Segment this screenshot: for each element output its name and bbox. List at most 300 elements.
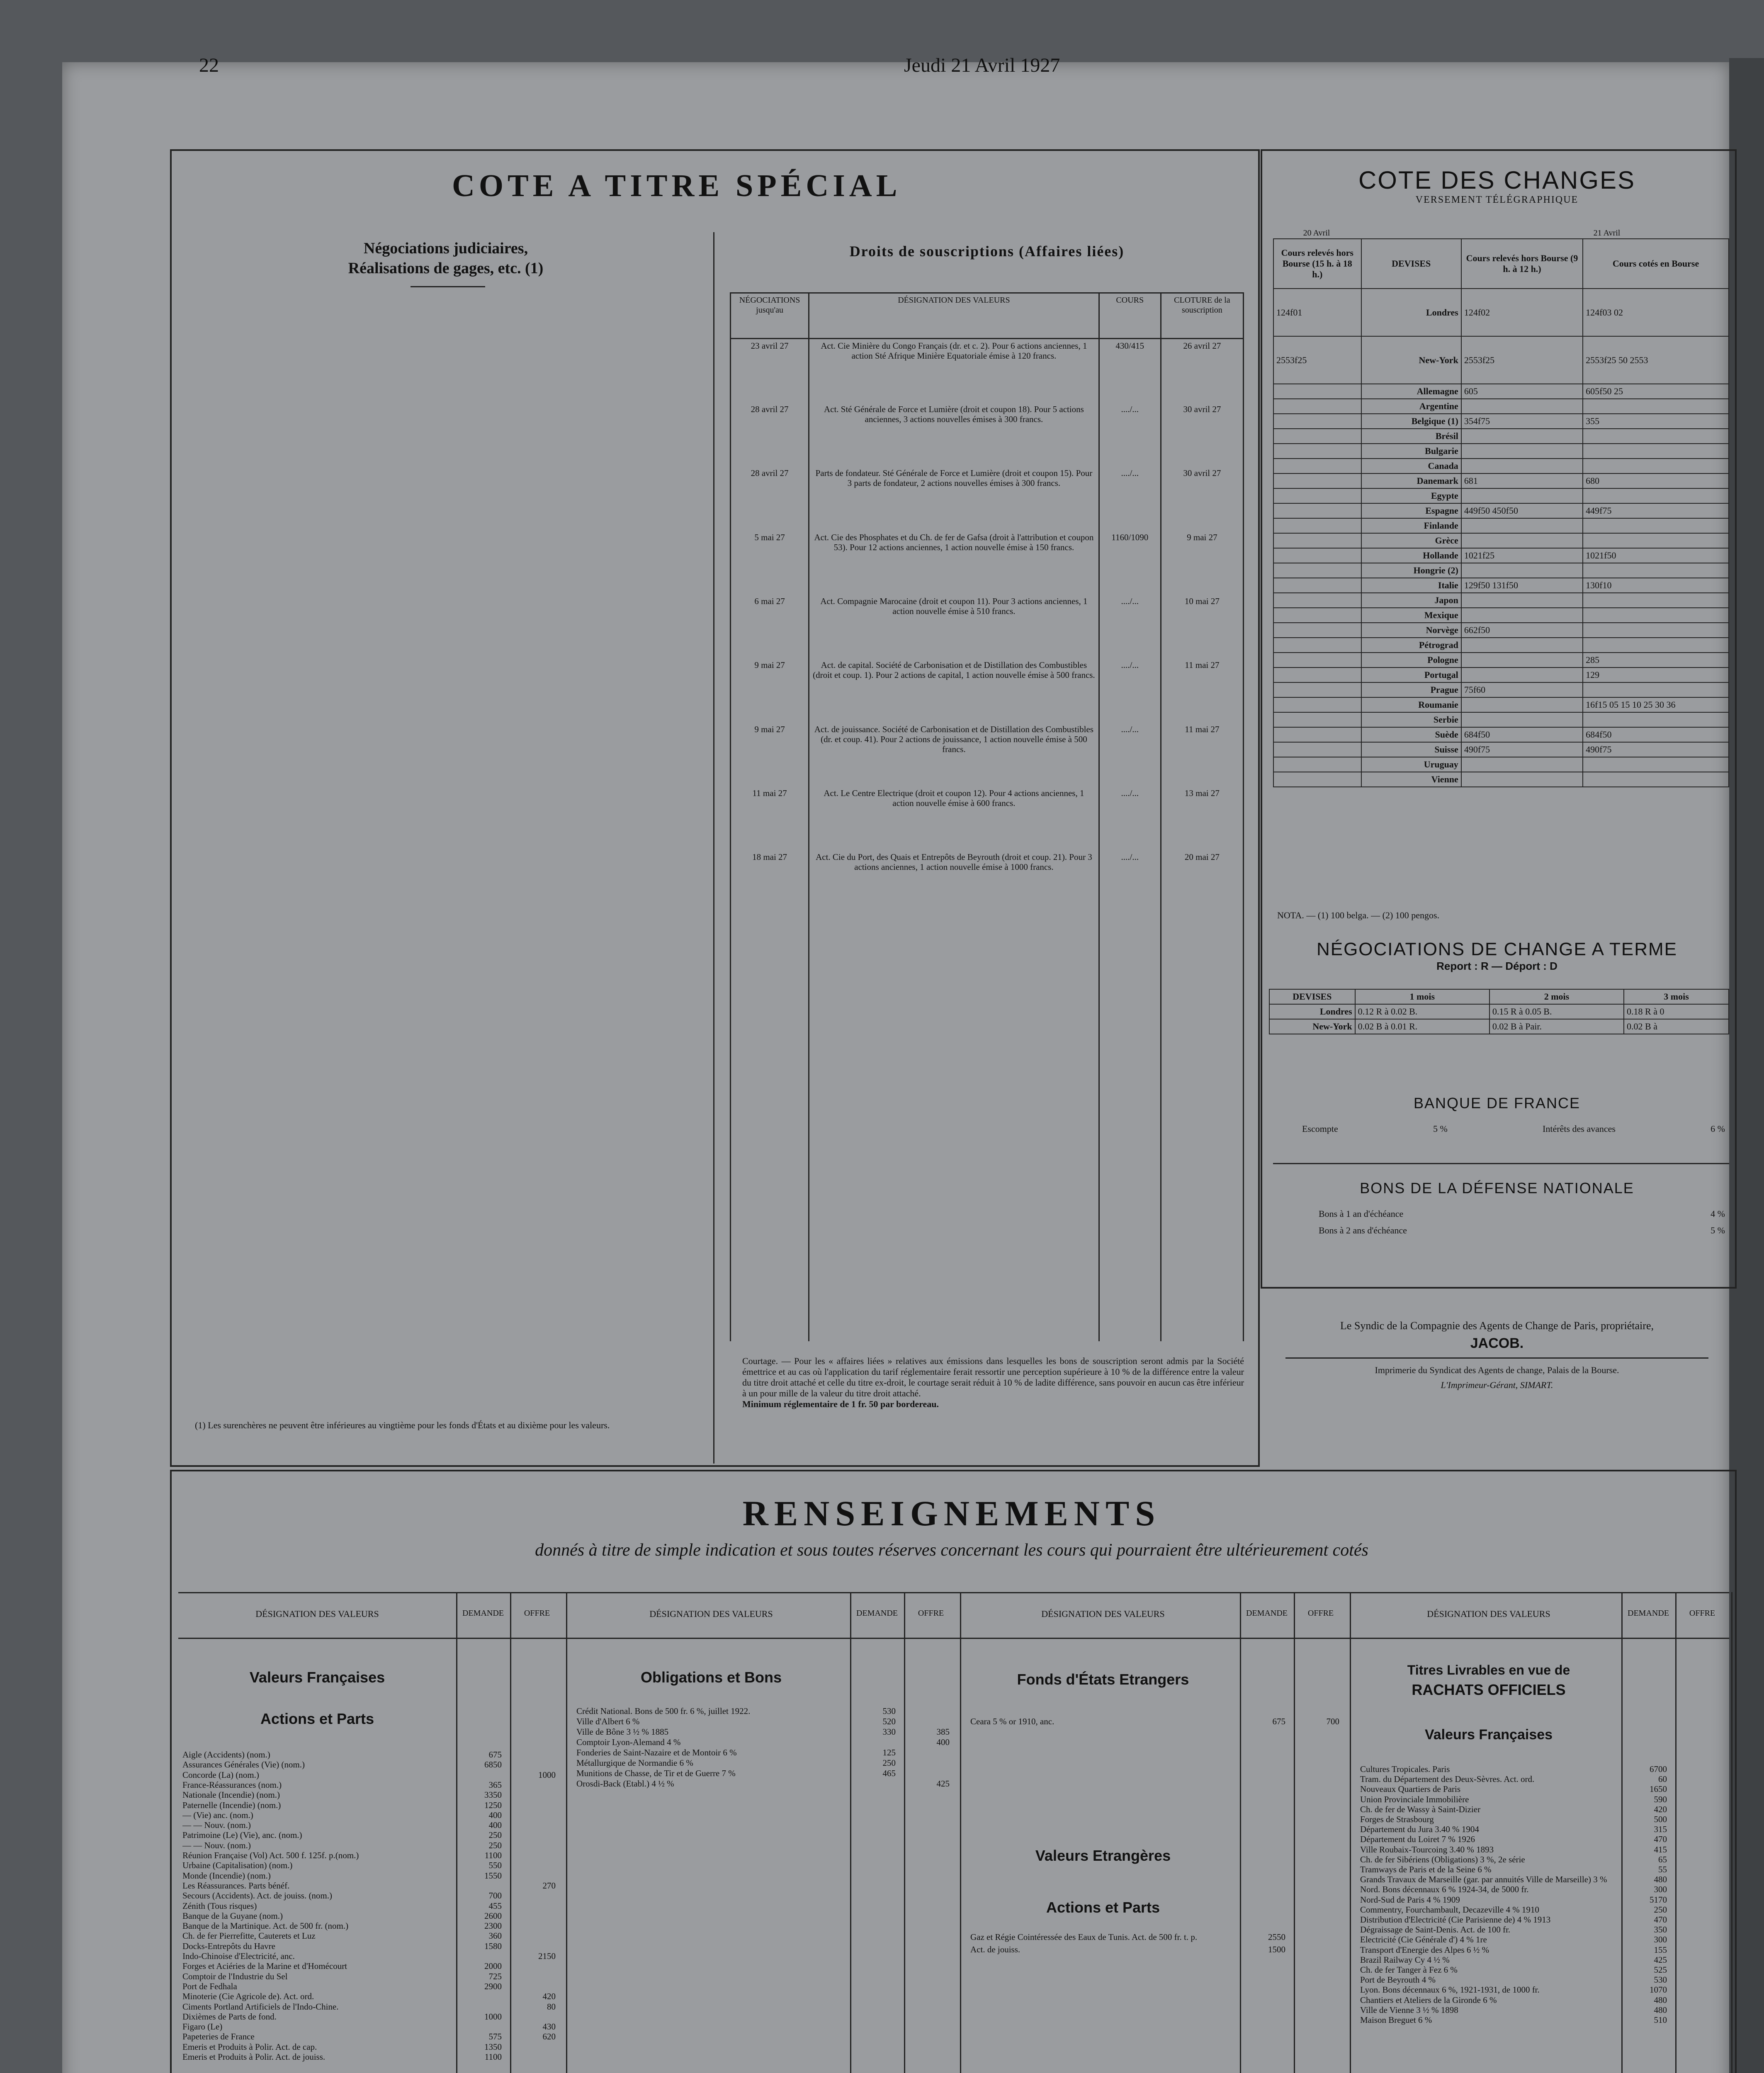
subs-cours: ..../...	[1099, 786, 1161, 850]
renseignements-title: RENSEIGNEMENTS	[742, 1493, 1161, 1533]
rg-c4-row-name: Nord-Sud de Paris 4 % 1909	[1360, 1894, 1460, 1905]
bons-row-2	[1319, 1225, 1725, 1236]
changes-devise: Prague	[1361, 682, 1461, 697]
rg-c4-row-demande: 480	[1654, 1874, 1667, 1885]
changes-hors	[1461, 399, 1583, 414]
changes-devise: Brésil	[1361, 429, 1461, 444]
rg-c1-row-demande: 400	[488, 1810, 502, 1820]
subs-col-cours: COURS	[1099, 293, 1161, 339]
terme-table	[1269, 989, 1729, 1034]
changes-devise: Canada	[1361, 459, 1461, 473]
rg-c1-row-name: Banque de la Guyane (nom.)	[182, 1910, 283, 1921]
changes-hors	[1461, 697, 1583, 712]
changes-devise: Pologne	[1361, 653, 1461, 668]
rg-c4-row-name: Département du Loiret 7 % 1926	[1360, 1834, 1475, 1845]
changes-bourse	[1583, 638, 1729, 653]
changes-bourse: 684f50	[1583, 727, 1729, 742]
rg-col-divider	[904, 1592, 905, 2073]
rg-c2-row-name: Crédit National. Bons de 500 fr. 6 %, juillet 1922.	[576, 1706, 751, 1716]
bons-rows	[1319, 1209, 1725, 1236]
rg-c4-row-name: Ch. de fer de Wassy à Saint-Dizier	[1360, 1804, 1481, 1814]
subs-cours: ..../...	[1099, 595, 1161, 658]
terme-row	[1269, 1004, 1729, 1019]
changes-devise: Pétrograd	[1361, 638, 1461, 653]
rg-c2-row-demande: 250	[882, 1758, 896, 1768]
rg-c1-row-offre: 620	[542, 2032, 556, 2042]
subs-filler-cell	[731, 915, 809, 1341]
rg-c4-row-name: Maison Breguet 6 %	[1360, 2015, 1432, 2025]
rg-c3-row-name: Ceara 5 % or 1910, anc.	[970, 1716, 1055, 1726]
subs-filler-cell	[1099, 915, 1161, 1341]
rg-c1-row-demande: 365	[488, 1779, 502, 1790]
changes-devise: Egypte	[1361, 488, 1461, 503]
subs-designation: Act. Le Centre Electrique (droit et coupon 12). Pour 4 actions anciennes, 1 action nouvelle émise à 600 francs.	[809, 786, 1099, 850]
rg-c3-section-fonds: Fonds d'États Etrangers	[1017, 1671, 1189, 1688]
subs-designation: Act. Cie des Phosphates et du Ch. de fer de Gafsa (droit à l'attribution et coupon 53). Pour 12 actions anciennes, 1 action nouvelle émise à 150 francs.	[809, 531, 1099, 595]
subs-date: 9 mai 27	[731, 658, 809, 722]
changes-hors: 662f50	[1461, 623, 1583, 638]
rg-c3-row-name: Gaz et Régie Cointéressée des Eaux de Tunis. Act. de 500 fr. t. p.	[970, 1932, 1198, 1942]
rg-c1-row-name: Patrimoine (Le) (Vie), anc. (nom.)	[182, 1830, 302, 1840]
subs-designation: Act. Compagnie Marocaine (droit et coupon 11). Pour 3 actions anciennes, 1 action nouvelle émise à 510 francs.	[809, 595, 1099, 658]
rg-c1-row-demande: 3350	[484, 1790, 502, 1800]
changes-hors	[1461, 593, 1583, 608]
syndic-line-2: Imprimerie du Syndicat des Agents de change, Palais de la Bourse.	[1375, 1365, 1619, 1375]
rg-c4-row-demande: 420	[1654, 1804, 1667, 1814]
changes-row	[1273, 697, 1729, 712]
subs-row	[731, 339, 1244, 403]
changes-prev	[1273, 757, 1361, 772]
rg-c1-row-name: Aigle (Accidents) (nom.)	[182, 1750, 270, 1760]
rg-c1-row-demande: 725	[488, 1971, 502, 1981]
rg-c2-row-name: Ville de Bône 3 ½ % 1885	[576, 1727, 669, 1737]
rg-col-divider	[960, 1592, 961, 2073]
changes-row	[1273, 623, 1729, 638]
rg-c4-section-rachats: RACHATS OFFICIELS	[1412, 1681, 1566, 1698]
changes-prev	[1273, 488, 1361, 503]
subs-date: 28 avril 27	[731, 403, 809, 466]
changes-hors: 681	[1461, 473, 1583, 488]
subs-designation: Parts de fondateur. Sté Générale de Force et Lumière (droit et coupon 15). Pour 3 parts de fondateur, 2 actions nouvelles émises à 300 francs.	[809, 466, 1099, 530]
subs-date: 5 mai 27	[731, 531, 809, 595]
changes-devise: Mexique	[1361, 608, 1461, 623]
terme-col-1: 1 mois	[1355, 989, 1489, 1004]
changes-prev	[1273, 429, 1361, 444]
rg-col-divider	[1350, 1592, 1351, 2073]
subs-row	[731, 595, 1244, 658]
changes-row	[1273, 727, 1729, 742]
changes-row	[1273, 668, 1729, 682]
subs-filler-cell	[809, 915, 1099, 1341]
rg-c1-row-name: Minoterie (Cie Agricole de). Act. ord.	[182, 1991, 314, 2002]
rg-col-offre: OFFRE	[524, 1609, 550, 1618]
changes-bourse	[1583, 757, 1729, 772]
rg-c1-row-name: Concorde (La) (nom.)	[182, 1770, 259, 1780]
rg-c1-row-name: Emeris et Produits à Polir. Act. de cap.	[182, 2041, 317, 2052]
rg-c1-row-name: Papeteries de France	[182, 2032, 255, 2042]
changes-devise: Norvège	[1361, 623, 1461, 638]
rg-c1-row-name: Zénith (Tous risques)	[182, 1901, 257, 1911]
changes-bourse	[1583, 444, 1729, 459]
changes-prev: 2553f25	[1273, 336, 1361, 384]
divider	[411, 286, 485, 287]
rg-col-divider	[1294, 1592, 1295, 2073]
changes-subtitle: VERSEMENT TÉLÉGRAPHIQUE	[1415, 194, 1579, 205]
subs-designation: Act. de jouissance. Société de Carbonisation et de Distillation des Combustibles (dr. et coup. 41). Pour 2 actions de jouissance, 1 action nouvelle émise à 500 francs.	[809, 723, 1099, 786]
rg-c1-row-demande: 2000	[484, 1961, 502, 1971]
changes-devise: Serbie	[1361, 712, 1461, 727]
changes-hors	[1461, 653, 1583, 668]
changes-prev	[1273, 384, 1361, 399]
changes-devise: Danemark	[1361, 473, 1461, 488]
changes-prev	[1273, 533, 1361, 548]
rg-c1-row-demande: 1100	[484, 2052, 502, 2062]
bons-row-2-value: 5 %	[1711, 1225, 1725, 1236]
rg-c4-row-demande: 55	[1658, 1864, 1667, 1874]
rg-c1-row-demande: 1100	[484, 1850, 502, 1860]
rg-c2-section-obligations: Obligations et Bons	[640, 1669, 782, 1686]
changes-row	[1273, 563, 1729, 578]
bons-row-2-label: Bons à 2 ans d'échéance	[1319, 1225, 1407, 1236]
rg-c4-row-name: Union Provinciale Immobilière	[1360, 1794, 1469, 1804]
rg-c4-row-demande: 425	[1654, 1954, 1667, 1965]
changes-devise: Grèce	[1361, 533, 1461, 548]
changes-row	[1273, 742, 1729, 757]
changes-row	[1273, 459, 1729, 473]
rg-c1-row-name: Urbaine (Capitalisation) (nom.)	[182, 1860, 293, 1871]
changes-hors	[1461, 488, 1583, 503]
rg-c3-row-demande: 675	[1272, 1716, 1285, 1726]
rg-c4-row-demande: 590	[1654, 1794, 1667, 1804]
rg-c1-row-offre: 80	[547, 2001, 556, 2012]
changes-devise: Belgique (1)	[1361, 414, 1461, 429]
rg-c3-row-demande: 2550	[1268, 1932, 1285, 1942]
rg-c1-row-name: Nationale (Incendie) (nom.)	[182, 1790, 280, 1800]
subs-cloture: 30 avril 27	[1161, 403, 1243, 466]
subs-cours: 430/415	[1099, 339, 1161, 403]
changes-hors: 75f60	[1461, 682, 1583, 697]
page-number: 22	[199, 54, 219, 76]
changes-hors: 2553f25	[1461, 336, 1583, 384]
changes-devise: Londres	[1361, 289, 1461, 336]
changes-bourse	[1583, 399, 1729, 414]
changes-row	[1273, 653, 1729, 668]
terme-subtitle: Report : R — Déport : D	[1436, 960, 1557, 972]
subs-row	[731, 658, 1244, 722]
changes-prev	[1273, 668, 1361, 682]
rg-col-divider	[1240, 1592, 1241, 2073]
rg-c1-row-demande: 250	[488, 1840, 502, 1850]
changes-bourse	[1583, 682, 1729, 697]
rg-c1-row-name: Secours (Accidents). Act. de jouiss. (nom.)	[182, 1891, 333, 1901]
rg-c4-row-name: Ch. de fer Sibériens (Obligations) 3 %, 2e série	[1360, 1854, 1525, 1864]
subs-col-designation: DÉSIGNATION DES VALEURS	[809, 293, 1099, 339]
rg-c4-row-demande: 315	[1654, 1824, 1667, 1835]
subs-row	[731, 531, 1244, 595]
interets-value: 6 %	[1711, 1124, 1725, 1134]
changes-bourse: 449f75	[1583, 503, 1729, 518]
subs-cloture: 11 mai 27	[1161, 723, 1243, 786]
subs-cloture: 10 mai 27	[1161, 595, 1243, 658]
rg-c4-row-demande: 510	[1654, 2015, 1667, 2025]
rg-c4-row-name: Port de Beyrouth 4 %	[1360, 1975, 1436, 1985]
subs-cours: ..../...	[1099, 466, 1161, 530]
rg-c2-row-demande: 465	[882, 1768, 896, 1778]
subs-cours: ..../...	[1099, 850, 1161, 914]
rg-c1-row-name: Paternelle (Incendie) (nom.)	[182, 1800, 281, 1810]
rg-c1-row-name: Monde (Incendie) (nom.)	[182, 1870, 271, 1881]
changes-prev	[1273, 608, 1361, 623]
rg-c1-row-demande: 2600	[484, 1910, 502, 1921]
changes-devise: Portugal	[1361, 668, 1461, 682]
changes-bourse	[1583, 518, 1729, 533]
rg-c4-row-name: Commentry, Fourchambault, Decazeville 4 % 1910	[1360, 1904, 1539, 1915]
subs-col-date: NÉGOCIATIONS jusqu'au	[731, 293, 809, 339]
page-date: Jeudi 21 Avril 1927	[904, 54, 1060, 76]
subs-cloture: 11 mai 27	[1161, 658, 1243, 722]
rg-c2-row-name: Comptoir Lyon-Alemand 4 %	[576, 1737, 681, 1747]
changes-title: COTE DES CHANGES	[1358, 166, 1636, 194]
changes-row	[1273, 712, 1729, 727]
changes-bourse	[1583, 488, 1729, 503]
rg-c1-row-name: — — Nouv. (nom.)	[182, 1840, 251, 1850]
changes-bourse: 129	[1583, 668, 1729, 682]
changes-prev	[1273, 399, 1361, 414]
rg-c4-row-name: Brazil Railway Cy 4 ½ %	[1360, 1954, 1450, 1965]
rg-c1-row-name: Dixièmes de Parts de fond.	[182, 2011, 277, 2022]
rg-col-divider	[566, 1592, 567, 2073]
subs-col-cloture: CLOTURE de la souscription	[1161, 293, 1243, 339]
changes-col-bourse: Cours cotés en Bourse	[1583, 239, 1729, 289]
changes-hors	[1461, 638, 1583, 653]
subs-designation: Act. de capital. Société de Carbonisation et de Distillation des Combustibles (droit et coup. 1). Pour 2 actions de capital, 1 action nouvelle émise à 500 francs.	[809, 658, 1099, 722]
rg-c4-row-demande: 300	[1654, 1935, 1667, 1945]
changes-bourse	[1583, 772, 1729, 787]
rg-c1-row-offre: 430	[542, 2022, 556, 2032]
syndic-line-3: L'Imprimeur-Gérant, SIMART.	[1441, 1380, 1553, 1390]
rg-c4-row-demande: 6700	[1650, 1764, 1667, 1774]
banque-title: BANQUE DE FRANCE	[1413, 1095, 1581, 1112]
courtage-min: Minimum réglementaire de 1 fr. 50 par bordereau.	[742, 1399, 939, 1409]
terme-m1: 0.12 R à 0.02 B.	[1355, 1004, 1489, 1019]
changes-devise: Espagne	[1361, 503, 1461, 518]
changes-row	[1273, 473, 1729, 488]
subs-cloture: 9 mai 27	[1161, 531, 1243, 595]
subs-cours: ..../...	[1099, 403, 1161, 466]
changes-devise: Japon	[1361, 593, 1461, 608]
terme-m3: 0.02 B à	[1624, 1019, 1729, 1034]
changes-bourse: 2553f25 50 2553	[1583, 336, 1729, 384]
subs-row	[731, 850, 1244, 914]
rg-c1-row-offre: 270	[542, 1880, 556, 1891]
subs-designation: Act. Cie du Port, des Quais et Entrepôts de Beyrouth (droit et coup. 21). Pour 3 actions anciennes, 1 action nouvelle émise à 1000 francs.	[809, 850, 1099, 914]
changes-col-devise: DEVISES	[1361, 239, 1461, 289]
changes-devise: Allemagne	[1361, 384, 1461, 399]
subs-heading: Droits de souscriptions (Affaires liées)	[849, 243, 1125, 260]
rg-c1-row-demande: 250	[488, 1830, 502, 1840]
changes-prev	[1273, 623, 1361, 638]
bons-row-1	[1319, 1209, 1725, 1219]
rg-c4-row-demande: 155	[1654, 1944, 1667, 1955]
rg-c4-section-valeurs: Valeurs Françaises	[1424, 1727, 1553, 1743]
rg-c1-row-name: Les Réassurances. Parts bénéf.	[182, 1880, 290, 1891]
changes-hors: 449f50 450f50	[1461, 503, 1583, 518]
rg-c4-row-name: Ville de Vienne 3 ½ % 1898	[1360, 2005, 1458, 2015]
changes-nota: NOTA. — (1) 100 belga. — (2) 100 pengos.	[1277, 910, 1440, 920]
changes-row	[1273, 384, 1729, 399]
rg-col-divider	[1731, 1592, 1732, 2073]
cote-titre-title: COTE A TITRE SPÉCIAL	[452, 168, 901, 203]
changes-prev	[1273, 712, 1361, 727]
rg-c1-row-name: Comptoir de l'Industrie du Sel	[182, 1971, 288, 1981]
subs-cloture: 26 avril 27	[1161, 339, 1243, 403]
subs-cours: ..../...	[1099, 658, 1161, 722]
changes-header	[1269, 166, 1725, 206]
rg-c1-row-demande: 1580	[484, 1941, 502, 1951]
subs-table	[730, 292, 1244, 1341]
changes-prev	[1273, 697, 1361, 712]
divider	[1273, 1163, 1729, 1164]
rg-c4-row-name: Tram. du Département des Deux-Sèvres. Act. ord.	[1360, 1774, 1535, 1784]
changes-bourse	[1583, 563, 1729, 578]
changes-bourse: 355	[1583, 414, 1729, 429]
changes-row	[1273, 757, 1729, 772]
rg-c4-row-name: Grands Travaux de Marseille (gar. par annuités Ville de Marseille) 3 %	[1360, 1874, 1607, 1885]
changes-bourse	[1583, 593, 1729, 608]
rg-c2-row-name: Fonderies de Saint-Nazaire et de Montoir 6 %	[576, 1748, 737, 1757]
rg-c4-row-name: Tramways de Paris et de la Seine 6 %	[1360, 1864, 1492, 1874]
rg-c1-row-name: Ch. de fer Pierrefitte, Cauterets et Luz	[182, 1931, 316, 1941]
rg-c1-row-name: — (Vie) anc. (nom.)	[182, 1810, 253, 1820]
changes-row	[1273, 533, 1729, 548]
rg-c1-row-demande: 360	[488, 1931, 502, 1941]
rg-c2-row-demande: 330	[882, 1727, 896, 1737]
rg-c1-row-name: Emeris et Produits à Polir. Act. de jouiss.	[182, 2052, 326, 2062]
changes-row	[1273, 336, 1729, 384]
bons-row-1-value: 4 %	[1711, 1209, 1725, 1219]
rg-c1-row-name: Banque de la Martinique. Act. de 500 fr. (nom.)	[182, 1921, 349, 1931]
syndic-line-1: Le Syndic de la Compagnie des Agents de Change de Paris, propriétaire,	[1340, 1320, 1654, 1332]
rg-c1-row-name: Figaro (Le)	[182, 2022, 223, 2032]
courtage-text: Courtage. — Pour les « affaires liées » relatives aux émissions dans lesquelles les bons de souscription seront admis par la Société émettrice et au cas où l'application du tarif réglementaire ferait ressortir une perception supérieure à 10 % de la différence entre la valeur du titre droit attaché et celle du titre ex-droit, le courtage serait réduit à 10 % de ladite différence, sans pouvoir en aucun cas être inférieur à un pour mille de la valeur du titre droit attaché.	[742, 1356, 1244, 1398]
changes-devise: Vienne	[1361, 772, 1461, 787]
rg-c2-row-demande: 530	[882, 1706, 896, 1716]
rg-c4-row-demande: 350	[1654, 1925, 1667, 1935]
terme-body	[1269, 1004, 1729, 1034]
changes-devise: Bulgarie	[1361, 444, 1461, 459]
subs-cloture: 30 avril 27	[1161, 466, 1243, 530]
changes-prev	[1273, 548, 1361, 563]
rg-c1-row-demande: 400	[488, 1820, 502, 1830]
terme-col-3: 3 mois	[1624, 989, 1729, 1004]
changes-hors: 490f75	[1461, 742, 1583, 757]
changes-bourse	[1583, 459, 1729, 473]
rg-c1-row-name: Port de Fedhala	[182, 1981, 237, 1991]
changes-prev	[1273, 772, 1361, 787]
changes-devise: Italie	[1361, 578, 1461, 593]
changes-bourse: 16f15 05 15 10 25 30 36	[1583, 697, 1729, 712]
changes-hors: 124f02	[1461, 289, 1583, 336]
rg-col-divider	[1675, 1592, 1677, 2073]
changes-prev	[1273, 638, 1361, 653]
changes-bourse	[1583, 712, 1729, 727]
left-heading	[182, 238, 709, 278]
terme-m1: 0.02 B à 0.01 R.	[1355, 1019, 1489, 1034]
left-heading-1: Négociations judiciaires,	[363, 240, 528, 257]
subs-row	[731, 786, 1244, 850]
rg-c1-row-demande: 455	[488, 1901, 502, 1911]
rg-c1-row-demande: 2300	[484, 1921, 502, 1931]
subs-body	[731, 339, 1244, 1342]
syndic-block	[1269, 1318, 1725, 1393]
changes-bourse: 605f50 25	[1583, 384, 1729, 399]
changes-hors	[1461, 533, 1583, 548]
subs-date: 23 avril 27	[731, 339, 809, 403]
rg-c1-row-demande: 1350	[484, 2041, 502, 2052]
left-footnote: (1) Les surenchères ne peuvent être inférieures au vingtième pour les fonds d'États et au dixième pour les valeurs.	[195, 1420, 610, 1430]
rg-col-divider	[850, 1592, 851, 2073]
rg-c1-row-demande: 2900	[484, 1981, 502, 1991]
rg-c1-row-demande: 6850	[484, 1760, 502, 1770]
subs-date: 11 mai 27	[731, 786, 809, 850]
rg-c4-row-demande: 1650	[1650, 1784, 1667, 1794]
changes-hors	[1461, 518, 1583, 533]
changes-hors	[1461, 444, 1583, 459]
terme-devise: Londres	[1269, 1004, 1355, 1019]
rg-c1-row-name: Réunion Française (Vol) Act. 500 f. 125f. p.(nom.)	[182, 1850, 359, 1860]
changes-row	[1273, 444, 1729, 459]
rg-c4-row-demande: 300	[1654, 1884, 1667, 1895]
changes-hors	[1461, 608, 1583, 623]
rg-c1-row-name: Docks-Entrepôts du Havre	[182, 1941, 275, 1951]
rg-c1-row-demande: 575	[488, 2032, 502, 2042]
rg-c3-section-actions: Actions et Parts	[1046, 1899, 1160, 1916]
rg-c1-row-demande: 675	[488, 1750, 502, 1760]
changes-prev	[1273, 578, 1361, 593]
changes-devise: Uruguay	[1361, 757, 1461, 772]
rg-c1-row-demande: 1000	[484, 2011, 502, 2022]
changes-date-1: 20 Avril	[1303, 228, 1330, 238]
changes-hors: 684f50	[1461, 727, 1583, 742]
column-divider	[713, 232, 714, 1464]
terme-col-devise: DEVISES	[1269, 989, 1355, 1004]
changes-bourse: 130f10	[1583, 578, 1729, 593]
changes-row	[1273, 593, 1729, 608]
rg-c1-row-demande: 1250	[484, 1800, 502, 1810]
rg-c3-section-valeurs: Valeurs Etrangères	[1035, 1847, 1171, 1864]
changes-prev	[1273, 473, 1361, 488]
rg-c1-row-name: Ciments Portland Artificiels de l'Indo-Chine.	[182, 2001, 339, 2012]
rg-c4-section-titres: Titres Livrables en vue de	[1407, 1663, 1570, 1677]
terme-header	[1269, 939, 1725, 973]
rg-col-demande: DEMANDE	[1246, 1609, 1288, 1618]
changes-prev	[1273, 563, 1361, 578]
changes-bourse: 680	[1583, 473, 1729, 488]
rg-c1-row-name: France-Réassurances (nom.)	[182, 1779, 282, 1790]
terme-m3: 0.18 R à 0	[1624, 1004, 1729, 1019]
changes-prev	[1273, 682, 1361, 697]
bons-title: BONS DE LA DÉFENSE NATIONALE	[1360, 1180, 1634, 1197]
rg-c4-row-demande: 500	[1654, 1814, 1667, 1824]
changes-hors	[1461, 459, 1583, 473]
subs-cours: 1160/1090	[1099, 531, 1161, 595]
subs-date: 18 mai 27	[731, 850, 809, 914]
rg-c1-row-name: Indo-Chinoise d'Electricité, anc.	[182, 1951, 295, 1961]
divider	[1285, 1357, 1708, 1359]
rg-c1-row-offre: 420	[542, 1991, 556, 2002]
rg-c3-row-offre: 700	[1326, 1716, 1339, 1726]
changes-row	[1273, 772, 1729, 787]
